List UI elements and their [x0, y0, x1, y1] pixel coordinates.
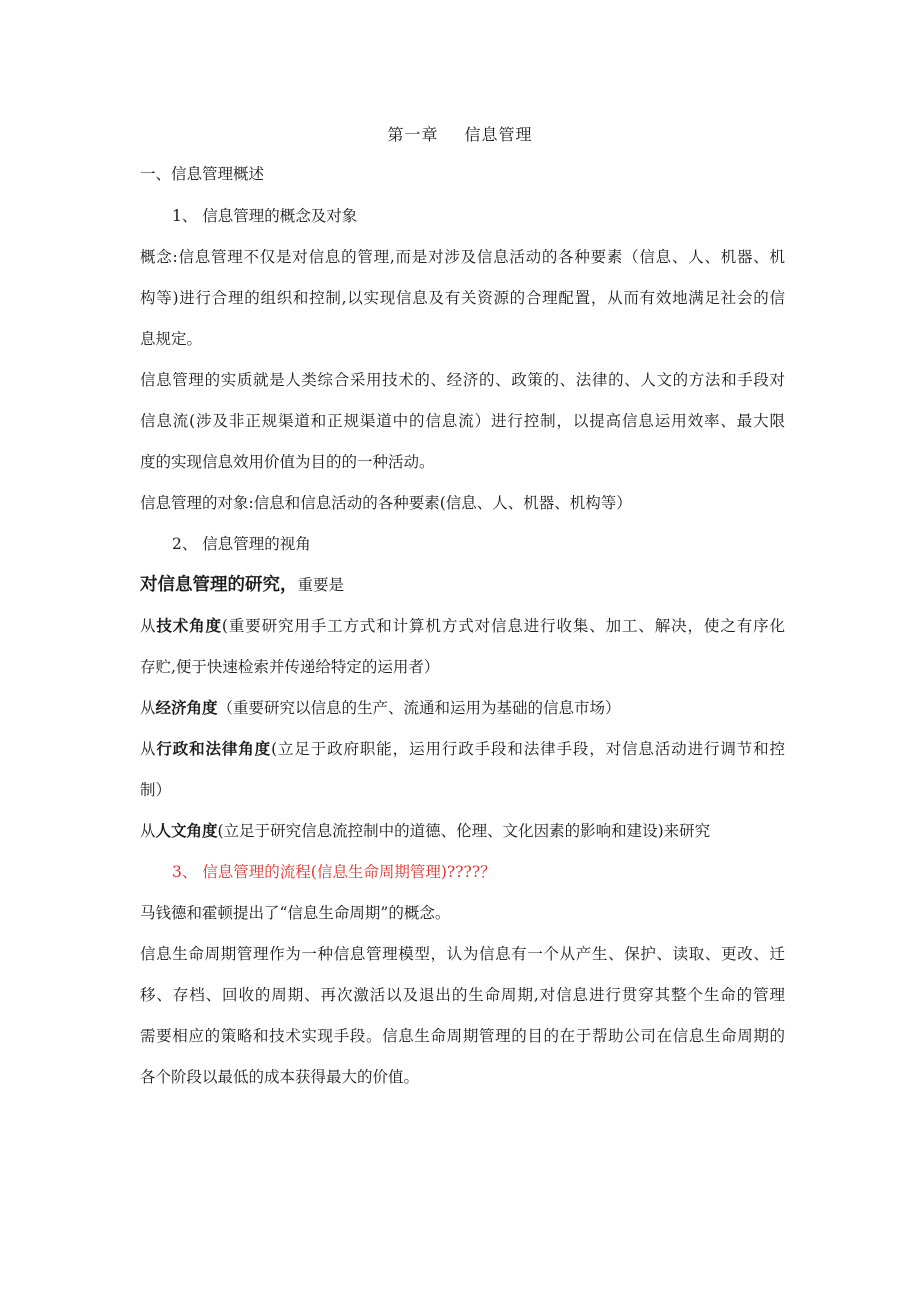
chapter-name: 信息管理: [464, 125, 533, 144]
econ-bold: 经济角度: [155, 699, 218, 717]
research-rest: 重要是: [297, 576, 345, 594]
marchand-paragraph: 马钱德和霍顿提出了“信息生命周期”的概念。: [140, 904, 451, 922]
essence-line-3: 度的实现信息效用价值为目的的一种活动。: [140, 453, 435, 471]
chapter-number: 第一章: [387, 125, 439, 144]
admin-prefix: 从: [140, 740, 157, 758]
subsection-heading-1-2: 2、 信息管理的视角: [172, 535, 311, 553]
object-paragraph: 信息管理的对象:信息和信息活动的各种要素(信息、人、机器、机构等）: [140, 494, 632, 512]
concept-line-3: 息规定。: [140, 330, 203, 348]
econ-rest: （重要研究以信息的生产、流通和运用为基础的信息市场）: [217, 699, 621, 717]
section-heading-1: 一、信息管理概述: [140, 165, 265, 183]
tech-bold: 技术角度: [156, 617, 222, 635]
subsection-heading-1-3: 3、 信息管理的流程(信息生命周期管理)????？: [172, 863, 496, 881]
admin-rest: (立足于政府职能，运用行政手段和法律手段，对信息活动进行调节和控: [271, 740, 785, 758]
tech-prefix: 从: [140, 617, 157, 635]
concept-line-1: 概念:信息管理不仅是对信息的管理,而是对涉及信息活动的各种要素（信息、人、机器、机: [140, 248, 785, 266]
research-paragraph: [140, 574, 785, 596]
tech-line-2: 存贮,便于快速检索并传递给特定的运用者）: [140, 658, 440, 676]
subsection-heading-1-1: 1、 信息管理的概念及对象: [172, 207, 358, 225]
tech-rest: (重要研究用手工方式和计算机方式对信息进行收集、加工、解决，使之有序化: [221, 617, 785, 635]
econ-prefix: 从: [140, 699, 156, 717]
human-paragraph: [140, 820, 785, 842]
lifecycle-line-4: 各个阶段以最低的成本获得最大的价值。: [140, 1068, 420, 1086]
econ-paragraph: [140, 697, 785, 719]
human-prefix: 从: [140, 822, 156, 840]
admin-line-1: [140, 738, 785, 760]
lifecycle-line-2: 移、存档、回收的周期、再次激活以及退出的生命周期,对信息进行贯穿其整个生命的管理: [140, 986, 785, 1004]
lifecycle-line-3: 需要相应的策略和技术实现手段。信息生命周期管理的目的在于帮助公司在信息生命周期的: [140, 1027, 785, 1045]
admin-line-2: 制）: [140, 781, 172, 799]
essence-line-1: 信息管理的实质就是人类综合采用技术的、经济的、政策的、法律的、人文的方法和手段对: [140, 371, 785, 389]
chapter-title: [0, 122, 920, 145]
essence-line-2: 信息流(涉及非正规渠道和正规渠道中的信息流）进行控制，以提高信息运用效率、最大限: [140, 412, 785, 430]
admin-bold: 行政和法律角度: [156, 740, 272, 758]
concept-line-2: 构等)进行合理的组织和控制,以实现信息及有关资源的合理配置，从而有效地满足社会的信: [140, 289, 785, 307]
human-bold: 人文角度: [155, 822, 218, 840]
human-rest: (立足于研究信息流控制中的道德、伦理、文化因素的影响和建设)来研究: [217, 822, 711, 840]
tech-line-1: [140, 615, 785, 637]
lifecycle-line-1: 信息生命周期管理作为一种信息管理模型，认为信息有一个从产生、保护、读取、更改、迁: [140, 945, 785, 963]
research-bold: 对信息管理的研究，: [140, 575, 298, 595]
